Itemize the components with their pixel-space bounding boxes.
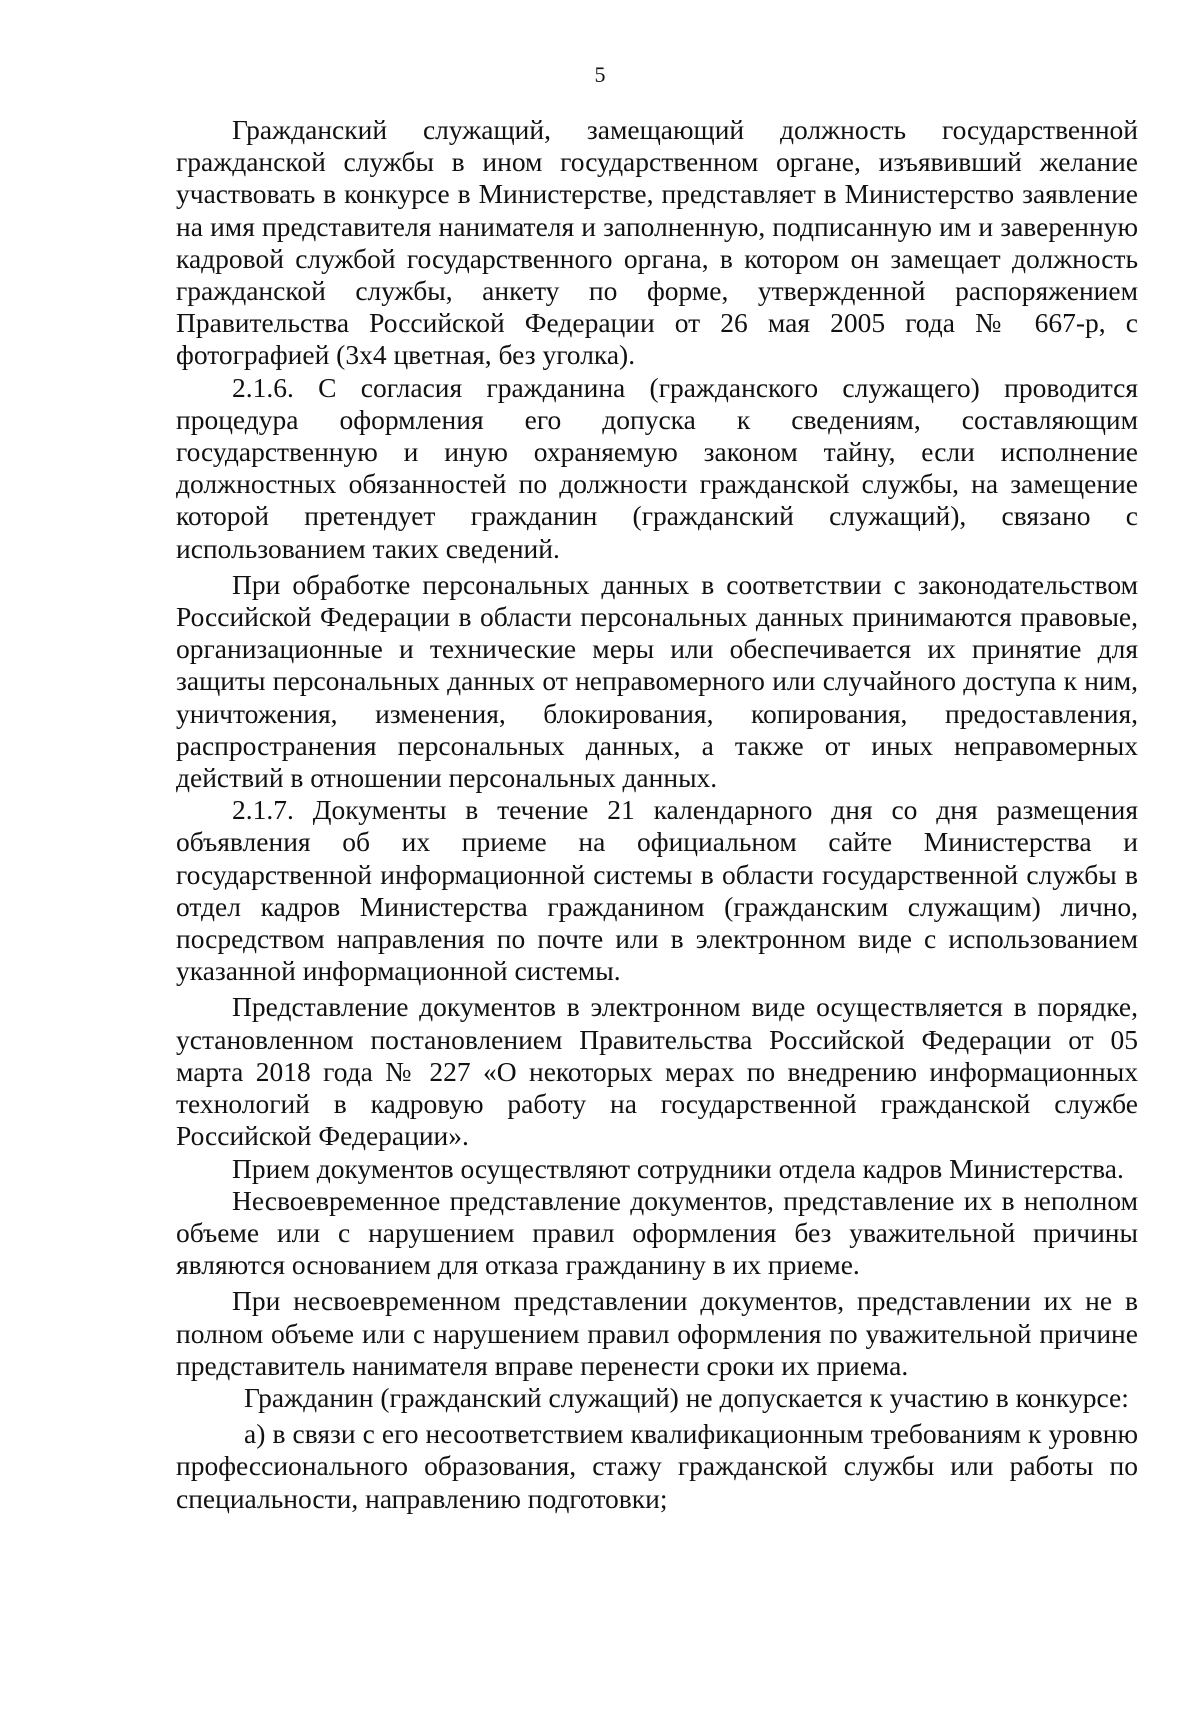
document-body	[176, 114, 1138, 1515]
paragraph-electronic-submission: Представление документов в электронном виде осуществляется в порядке, установленном постановлением Правительства Российской Федерации от 05 марта 2018 года № 227 «О некоторых мерах по внедрению информационных технологий в кадровую работу на государственной гражданской службе Российской Федерации».	[176, 991, 1138, 1152]
page-number: 5	[594, 62, 606, 87]
paragraph-2-1-6-clearance: 2.1.6. С согласия гражданина (гражданского служащего) проводится процедура оформления его допуска к сведениям, составляющим государственную и иную охраняемую законом тайну, если исполнение должностных обязанностей по должности гражданской службы, на замещение которой претендует гражданин (гражданский служащий), связано с использованием таких сведений.	[176, 371, 1138, 564]
paragraph-valid-reason: При несвоевременном представлении документов, представлении их не в полном объеме или с нарушением правил оформления по уважительной причине представитель нанимателя вправе перенести сроки их приема.	[176, 1285, 1138, 1381]
list-item-a-qualification: а) в связи с его несоответствием квалификационным требованиям к уровню профессионального образования, стажу гражданской службы или работы по специальности, направлению подготовки;	[176, 1418, 1138, 1514]
paragraph-untimely-submission: Несвоевременное представление документов, представление их в неполном объеме или с нарушением правил оформления без уважительной причины являются основанием для отказа гражданину в их приеме.	[176, 1184, 1138, 1281]
paragraph-civil-servant-application: Гражданский служащий, замещающий должность государственной гражданской службы в ином государственном органе, изъявивший желание участвовать в конкурсе в Министерстве, представляет в Министерство заявление на имя представителя нанимателя и заполненную, подписанную им и заверенную кадровой службой государственного органа, в котором он замещает должность гражданской службы, анкету по форме, утвержденной распоряжением Правительства Российской Федерации от 26 мая 2005 года № 667-р, с фотографией (3х4 цветная, без уголка).	[176, 114, 1138, 371]
paragraph-document-reception: Прием документов осуществляют сотрудники отдела кадров Министерства.	[232, 1152, 1124, 1184]
paragraph-not-admitted: Гражданин (гражданский служащий) не допускается к участию в конкурсе:	[244, 1381, 1129, 1413]
paragraph-2-1-7-documents: 2.1.7. Документы в течение 21 календарного дня со дня размещения объявления об их приеме на официальном сайте Министерства и государственной информационной системы в области государственной службы в отдел кадров Министерства гражданином (гражданским служащим) лично, посредством направления по почте или в электронном виде с использованием указанной информационной системы.	[176, 794, 1138, 987]
paragraph-personal-data: При обработке персональных данных в соответствии с законодательством Российской Федерации в области персональных данных принимаются правовые, организационные и технические меры или обеспечивается их принятие для защиты персональных данных от неправомерного или случайного доступа к ним, уничтожения, изменения, блокирования, копирования, предоставления, распространения персональных данных, а также от иных неправомерных действий в отношении персональных данных.	[176, 568, 1138, 794]
